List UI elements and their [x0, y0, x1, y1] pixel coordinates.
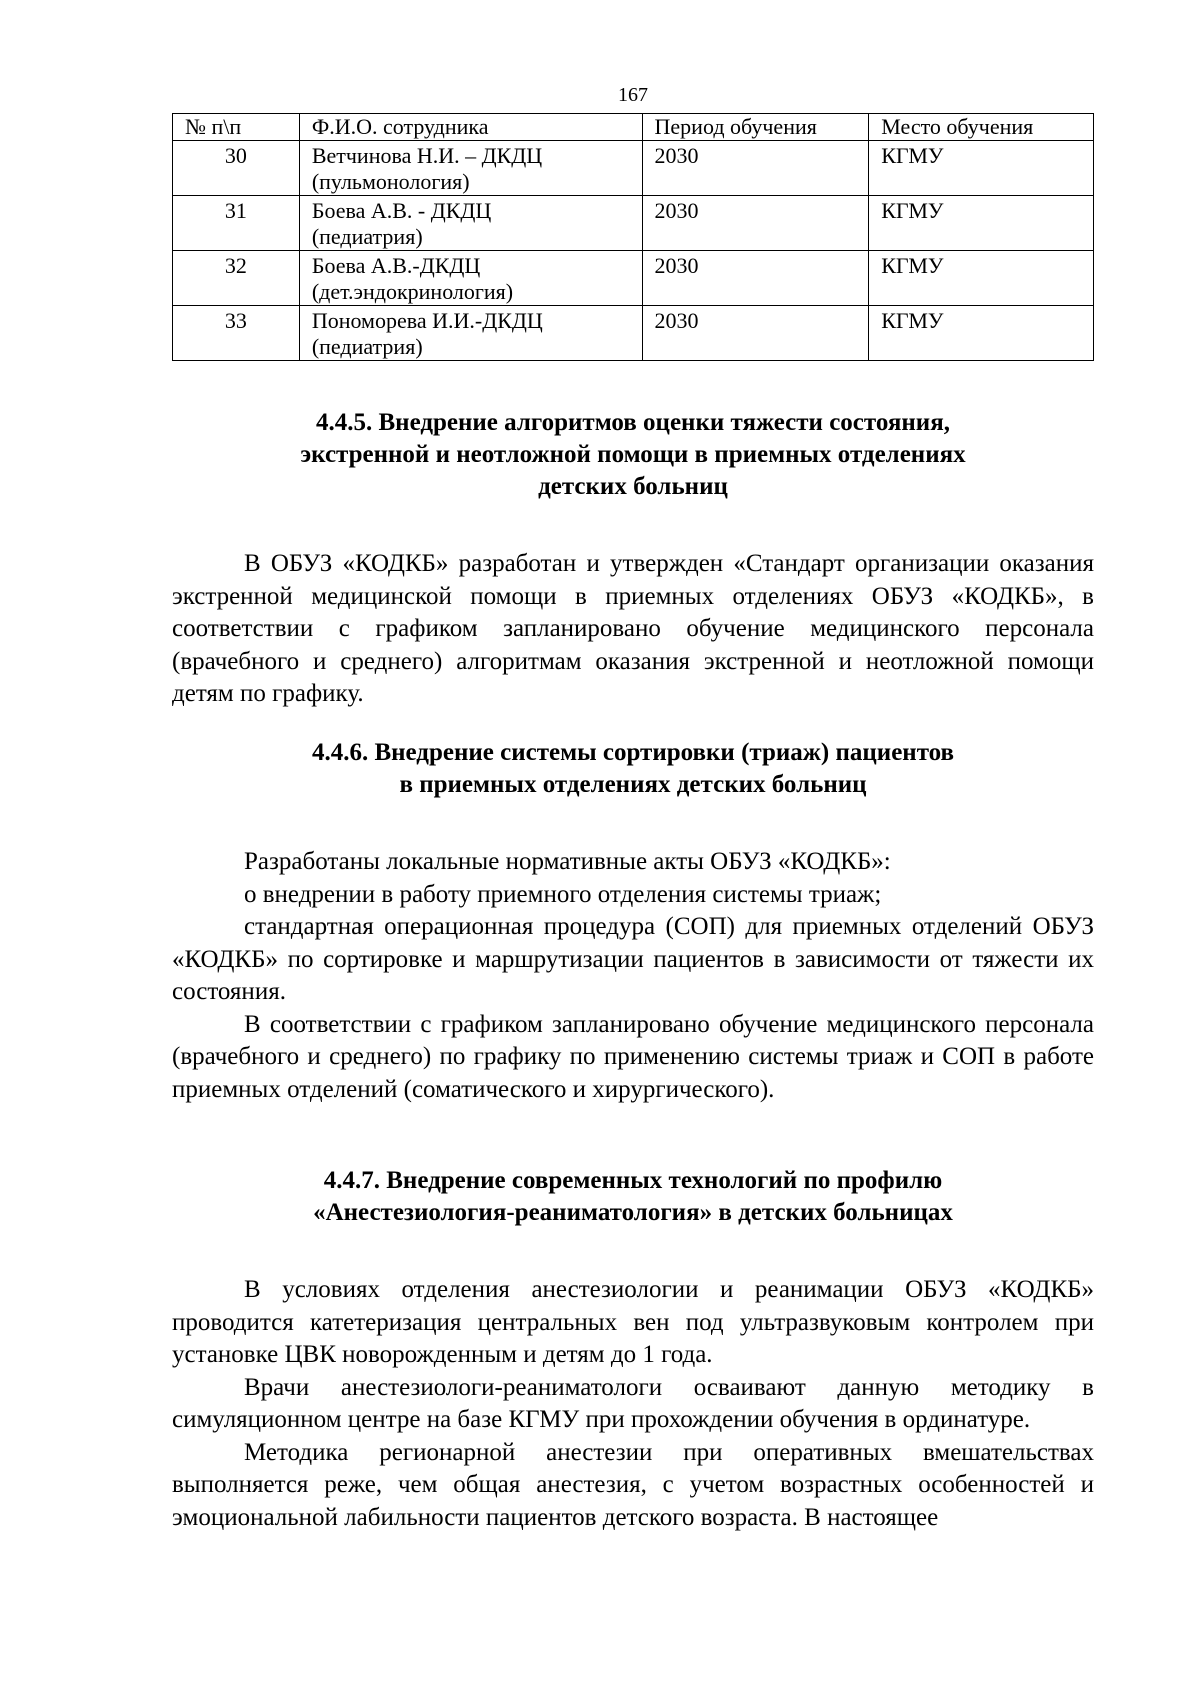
heading-line: детских больниц	[538, 473, 728, 500]
page-number: 167	[618, 84, 648, 106]
row-period: 2030	[642, 196, 869, 251]
row-number: 31	[173, 196, 300, 251]
paragraph: Разработаны локальные нормативные акты ОБУЗ «КОДКБ»:	[244, 848, 891, 875]
header-number: № п\п	[173, 114, 300, 141]
row-number: 30	[173, 141, 300, 196]
row-employee	[299, 196, 642, 251]
row-employee	[299, 141, 642, 196]
row-number: 33	[173, 306, 300, 361]
table-row	[173, 141, 1094, 196]
row-period: 2030	[642, 251, 869, 306]
paragraph: В ОБУЗ «КОДКБ» разработан и утвержден «Стандарт организации оказания экстренной медицинской помощи в приемных отделениях ОБУЗ «КОДКБ», в соответствии с графиком запланировано обучение медицинского персонала (врачебного и среднего) алгоритмам оказания экстренной и неотложной помощи детям по графику.	[172, 550, 1094, 707]
paragraph: стандартная операционная процедура (СОП) для приемных отделений ОБУЗ «КОДКБ» по сортировке и маршрутизации пациентов в зависимости от тяжести их состояния.	[172, 913, 1094, 1005]
paragraph: В условиях отделения анестезиологии и реанимации ОБУЗ «КОДКБ» проводится катетеризация центральных вен под ультразвуковым контролем при установке ЦВК новорожденным и детям до 1 года.	[172, 1276, 1094, 1368]
heading-line: 4.4.6. Внедрение системы сортировки (триаж) пациентов	[311, 739, 955, 766]
employee-specialty: (дет.эндокринология)	[311, 279, 514, 304]
row-place: КГМУ	[869, 196, 1094, 251]
employee-specialty: (педиатрия)	[311, 334, 423, 359]
header-training-place: Место обучения	[869, 114, 1094, 141]
employee-specialty: (педиатрия)	[311, 224, 423, 249]
row-place: КГМУ	[869, 141, 1094, 196]
row-number: 32	[173, 251, 300, 306]
paragraph: В соответствии с графиком запланировано обучение медицинского персонала (врачебного и среднего) по графику по применению системы триаж и СОП в работе приемных отделений (соматического и хирургического).	[172, 1010, 1094, 1103]
table-row	[173, 196, 1094, 251]
section-4-4-6	[172, 737, 1094, 1106]
employee-name: Боева А.В. - ДКДЦ	[311, 198, 492, 223]
header-employee-name: Ф.И.О. сотрудника	[299, 114, 642, 141]
paragraph: Методика регионарной анестезии при оперативных вмешательствах выполняется реже, чем общая анестезия, с учетом возрастных особенностей и эмоциональной лабильности пациентов детского возраста. В настоящее	[172, 1438, 1094, 1531]
heading-line: экстренной и неотложной помощи в приемных отделениях	[300, 441, 966, 468]
training-table	[172, 113, 1094, 361]
employee-name: Боева А.В.-ДКДЦ	[311, 253, 481, 278]
row-employee	[299, 306, 642, 361]
row-place: КГМУ	[869, 251, 1094, 306]
section-heading	[172, 737, 1094, 801]
heading-line: 4.4.5. Внедрение алгоритмов оценки тяжести состояния,	[316, 409, 950, 436]
row-employee	[299, 251, 642, 306]
paragraph: Врачи анестезиологи-реаниматологи осваивают данную методику в симуляционном центре на базе КГМУ при прохождении обучения в ординатуре.	[172, 1373, 1094, 1433]
table-row	[173, 306, 1094, 361]
employee-name: Пономорева И.И.-ДКДЦ	[311, 308, 543, 333]
employee-specialty: (пульмонология)	[311, 169, 470, 194]
row-place: КГМУ	[869, 306, 1094, 361]
heading-line: в приемных отделениях детских больниц	[399, 771, 867, 798]
section-heading	[172, 407, 1094, 503]
paragraph: о внедрении в работу приемного отделения системы триаж;	[244, 880, 882, 908]
table-row	[173, 251, 1094, 306]
employee-name: Ветчинова Н.И. – ДКДЦ	[311, 143, 543, 168]
section-heading	[172, 1165, 1094, 1229]
row-period: 2030	[642, 306, 869, 361]
table-header-row	[173, 114, 1094, 141]
heading-line: 4.4.7. Внедрение современных технологий по профилю	[323, 1167, 943, 1194]
heading-line: «Анестезиология-реаниматология» в детских больницах	[313, 1199, 953, 1226]
section-4-4-5	[172, 407, 1094, 711]
section-4-4-7	[172, 1165, 1094, 1534]
header-training-period: Период обучения	[642, 114, 869, 141]
row-period: 2030	[642, 141, 869, 196]
